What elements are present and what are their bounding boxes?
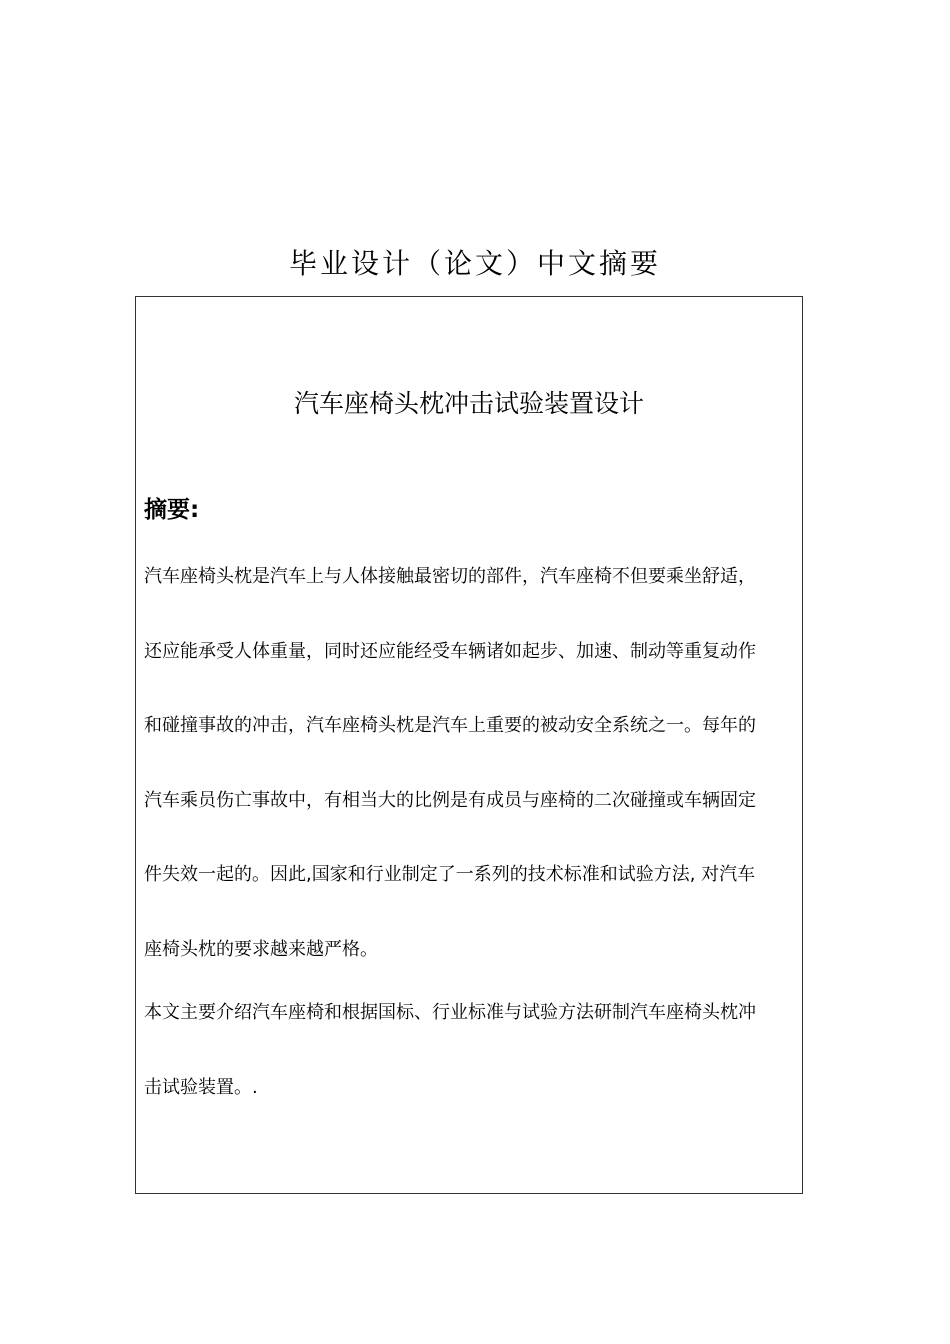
text-line: 还应能承受人体重量，同时还应能经受车辆诸如起步、加速、制动等重复动作 [144, 640, 756, 662]
text-line: 件失效一起的。因此,国家和行业制定了一系列的技术标准和试验方法, 对汽车 [144, 864, 756, 885]
text-line: 座椅头枕的要求越来越严格。 [144, 938, 378, 960]
text-line: 和碰撞事故的冲击，汽车座椅头枕是汽车上重要的被动安全系统之一。每年的 [144, 715, 756, 736]
text-line: 汽车座椅头枕是汽车上与人体接触最密切的部件，汽车座椅不但要乘坐舒适， [144, 566, 756, 587]
text-line: 击试验装置。. [144, 1076, 258, 1098]
abstract-label: 摘要: [144, 497, 200, 523]
thesis-title: 汽车座椅头枕冲击试验装置设计 [293, 389, 644, 418]
abstract-paragraph-2 [144, 976, 804, 1125]
text-line: 本文主要介绍汽车座椅和根据国标、行业标准与试验方法研制汽车座椅头枕冲 [144, 1002, 756, 1023]
page-heading: 毕业设计（论文）中文摘要 [288, 247, 661, 280]
text-line: 汽车乘员伤亡事故中，有相当大的比例是有成员与座椅的二次碰撞或车辆固定 [144, 789, 756, 811]
abstract-paragraph-1 [144, 540, 804, 987]
